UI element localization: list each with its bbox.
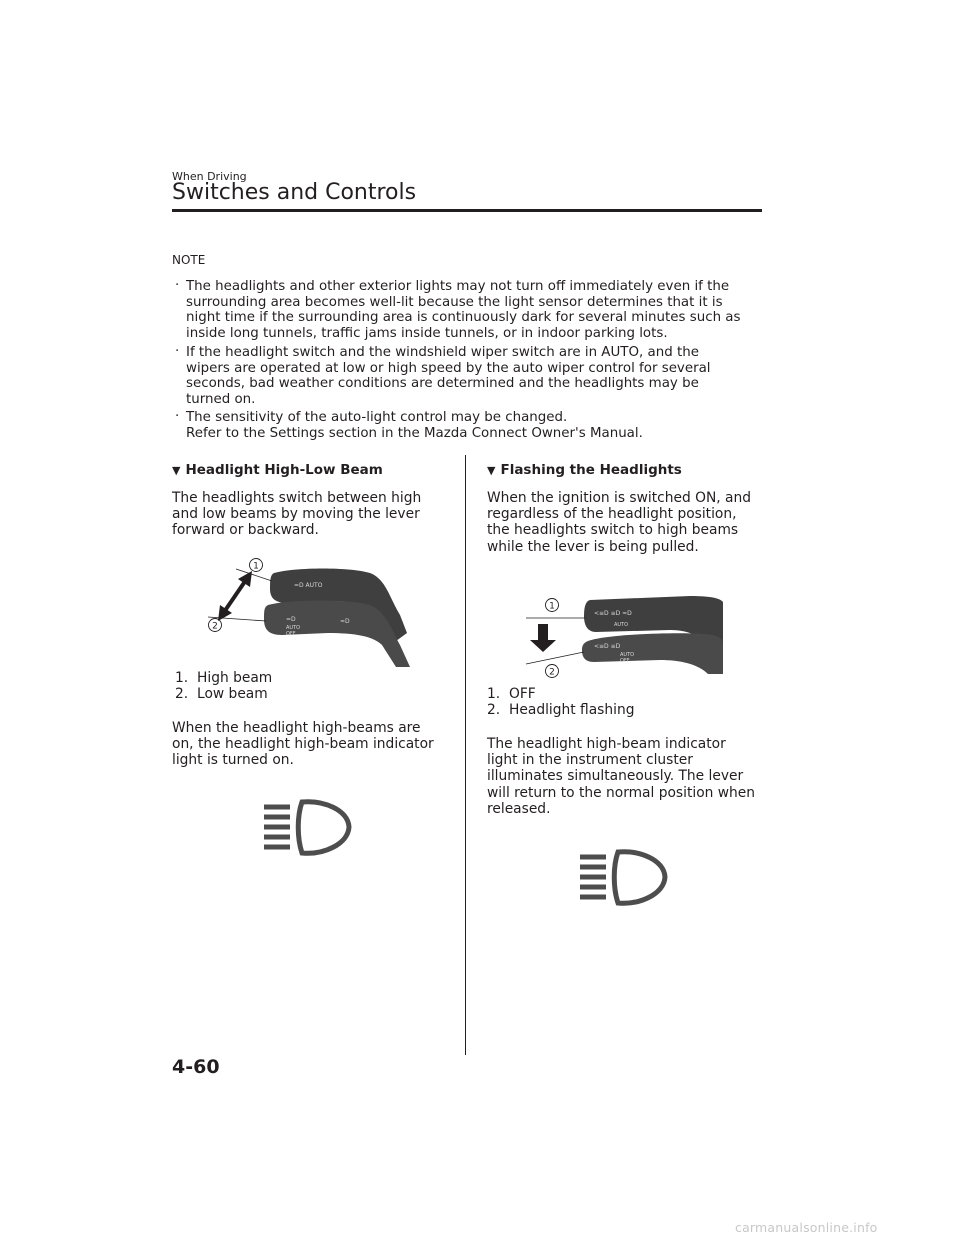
high-beam-indicator-icon	[578, 848, 670, 908]
callout-2-label: 2	[212, 621, 218, 632]
svg-text:AUTO: AUTO	[614, 622, 629, 628]
heading-text: Flashing the Headlights	[500, 462, 682, 478]
bullet-dot: ·	[175, 344, 180, 359]
flashing-indicator-text: The headlight high-beam indicator light in the instrument cluster illuminates simultaneously. The lever will return to the normal position when released.	[487, 736, 756, 817]
lever-label-auto: AUTO	[286, 625, 301, 631]
section-triangle-icon: ▼	[487, 464, 496, 477]
svg-text:<≡D ≡D: <≡D ≡D	[594, 643, 621, 650]
bullet-dot: ·	[175, 278, 180, 293]
svg-text:=D AUTO: =D AUTO	[294, 582, 323, 589]
legend-item-2: 2. Low beam	[175, 686, 268, 702]
legend-item-1: 1. High beam	[175, 670, 273, 686]
callout-1-label: 1	[549, 601, 555, 612]
lever-label-off: OFF	[286, 631, 296, 637]
lever-label-off: OFF	[620, 658, 630, 664]
callout-1-label: 1	[253, 561, 259, 572]
column-divider	[465, 455, 466, 1055]
lower-lever	[582, 633, 723, 674]
callout-leader-2	[526, 652, 584, 664]
flashing-lever-figure	[520, 588, 725, 680]
legend-item-2: 2. Headlight flashing	[487, 702, 635, 718]
high-low-intro: The headlights switch between high and low beams by moving the lever forward or backward.	[172, 490, 422, 539]
section-label: When Driving	[172, 170, 247, 183]
note-bullet-1	[175, 278, 775, 341]
double-arrow-icon	[218, 571, 252, 621]
note-text: The sensitivity of the auto-light control may be changed. Refer to the Settings section in the Mazda Connect Owner's Manual.	[186, 410, 643, 441]
note-text: The headlights and other exterior lights may not turn off immediately even if the surrounding area becomes well-lit because the light sensor determines that it is night time if the surrounding area is continuously dark for several minutes such as inside long tunnels, traffic jams inside tunnels, or in indoor parking lots.	[186, 279, 741, 341]
legend-item-1: 1. OFF	[487, 686, 536, 702]
note-bullet-2	[175, 344, 775, 407]
svg-text:=D: =D	[286, 616, 296, 623]
svg-text:≈D: ≈D	[340, 618, 350, 625]
svg-text:<≡D ≡D ≈D: <≡D ≡D ≈D	[594, 610, 632, 617]
callout-2-label: 2	[549, 667, 555, 678]
heading-high-low-beam	[172, 462, 383, 478]
note-text: If the headlight switch and the windshield wiper switch are in AUTO, and the wipers are operated at low or high speed by the auto wiper control for several seconds, bad weather conditions are determined and the headlights may be turned on.	[186, 345, 711, 407]
flashing-intro: When the ignition is switched ON, and regardless of the headlight position, the headlights switch to high beams while the lever is being pulled.	[487, 490, 752, 555]
note-bullet-3	[175, 410, 775, 457]
chapter-title: Switches and Controls	[172, 180, 417, 205]
high-low-beam-lever-figure	[200, 555, 415, 667]
watermark: carmanualsonline.info	[735, 1220, 878, 1235]
heading-flashing-headlights	[487, 462, 682, 478]
section-triangle-icon: ▼	[172, 464, 181, 477]
page-number: 4-60	[172, 1056, 220, 1078]
lever-label-auto: AUTO	[620, 652, 635, 658]
down-arrow-icon	[530, 624, 556, 652]
high-beam-indicator-icon	[262, 798, 354, 858]
note-title: NOTE	[172, 253, 206, 267]
header-rule	[172, 209, 762, 212]
heading-text: Headlight High-Low Beam	[185, 462, 383, 478]
bullet-dot: ·	[175, 409, 180, 424]
high-beam-indicator-text: When the headlight high-beams are on, the headlight high-beam indicator light is turned on.	[172, 720, 434, 769]
